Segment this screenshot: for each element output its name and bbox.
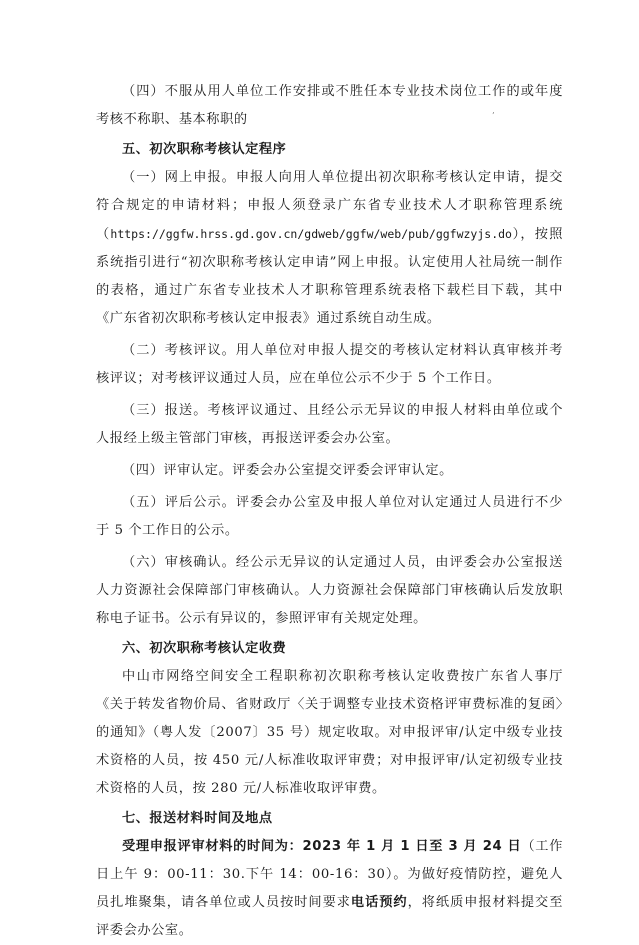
system-url: https://ggfw.hrss.gd.gov.cn/gdweb/ggfw/web/pub/ggfwzyjs.do: [110, 227, 512, 241]
section5-step5: （五）评后公示。评委会办公室及申报人单位对认定通过人员进行不少于 5 个工作日的公示。: [96, 495, 563, 538]
scan-mark: ’: [492, 111, 495, 120]
submission-period: 受理申报评审材料的时间为：2023 年 1 月 1 日至 3 月 24 日: [122, 839, 522, 854]
section6-heading: 六、初次职称考核认定收费: [122, 641, 287, 656]
section5-step3: （三）报送。考核评议通过、且经公示无异议的申报人材料由单位或个人报经上级主管部门审核，再报送评委会办公室。: [96, 403, 563, 446]
section7-paragraph: [96, 833, 563, 945]
submission-hours-text: （工作日上午 9：00-11：30.下午 14：00-16：30）。为做好疫情防控，避免人员扎堆聚集，请各单位或人员按时间要求: [96, 839, 563, 910]
step1-text-a: （一）网上申报。申报人向用人单位提出初次职称考核认定申请，提交符合规定的申请材料；申报人须登录广东省专业技术人才职称管理系统（: [96, 170, 563, 242]
section5-step1: [96, 164, 563, 333]
section6-fee-paragraph: 中山市网络空间安全工程职称初次职称考核认定收费按广东省人事厅《关于转发省物价局、省财政厅〈关于调整专业技术资格评审费标准的复函〉的通知》（粤人发〔2007〕35 号）规定收取。对申报评审/认定中级专业技术资格的人员，按 450 元/人标准收取评审费；对申报评审/认定初级专业技术资格的人员，按 280 元/人标准收取评审费。: [96, 669, 563, 796]
section5-step4: （四）评审认定。评委会办公室提交评委会评审认定。: [122, 463, 453, 478]
section4-item4: （四）不服从用人单位工作安排或不胜任本专业技术岗位工作的或年度考核不称职、基本称职的: [96, 84, 563, 127]
step1-text-b: ），按照系统指引进行“初次职称考核认定申请”网上申报。认定使用人社局统一制作的表格，通过广东省专业技术人才职称管理系统表格下载栏目下载，其中《广东省初次职称考核认定申报表》通过系统自动生成。: [96, 227, 563, 326]
section7-heading: 七、报送材料时间及地点: [122, 811, 273, 826]
section5-step2: （二）考核评议。用人单位对申报人提交的考核认定材料认真审核并考核评议；对考核评议通过人员，应在单位公示不少于 5 个工作日。: [96, 343, 563, 386]
section5-heading: 五、初次职称考核认定程序: [122, 142, 287, 157]
submission-location-text: ，将纸质申报材料提交至评委会办公室。: [96, 895, 563, 938]
section5-step6: （六）审核确认。经公示无异议的认定通过人员，由评委会办公室报送人力资源社会保障部门审核确认。人力资源社会保障部门审核确认后发放职称电子证书。公示有异议的，参照评审有关规定处理。: [96, 555, 563, 626]
phone-booking: 电话预约: [350, 895, 408, 910]
